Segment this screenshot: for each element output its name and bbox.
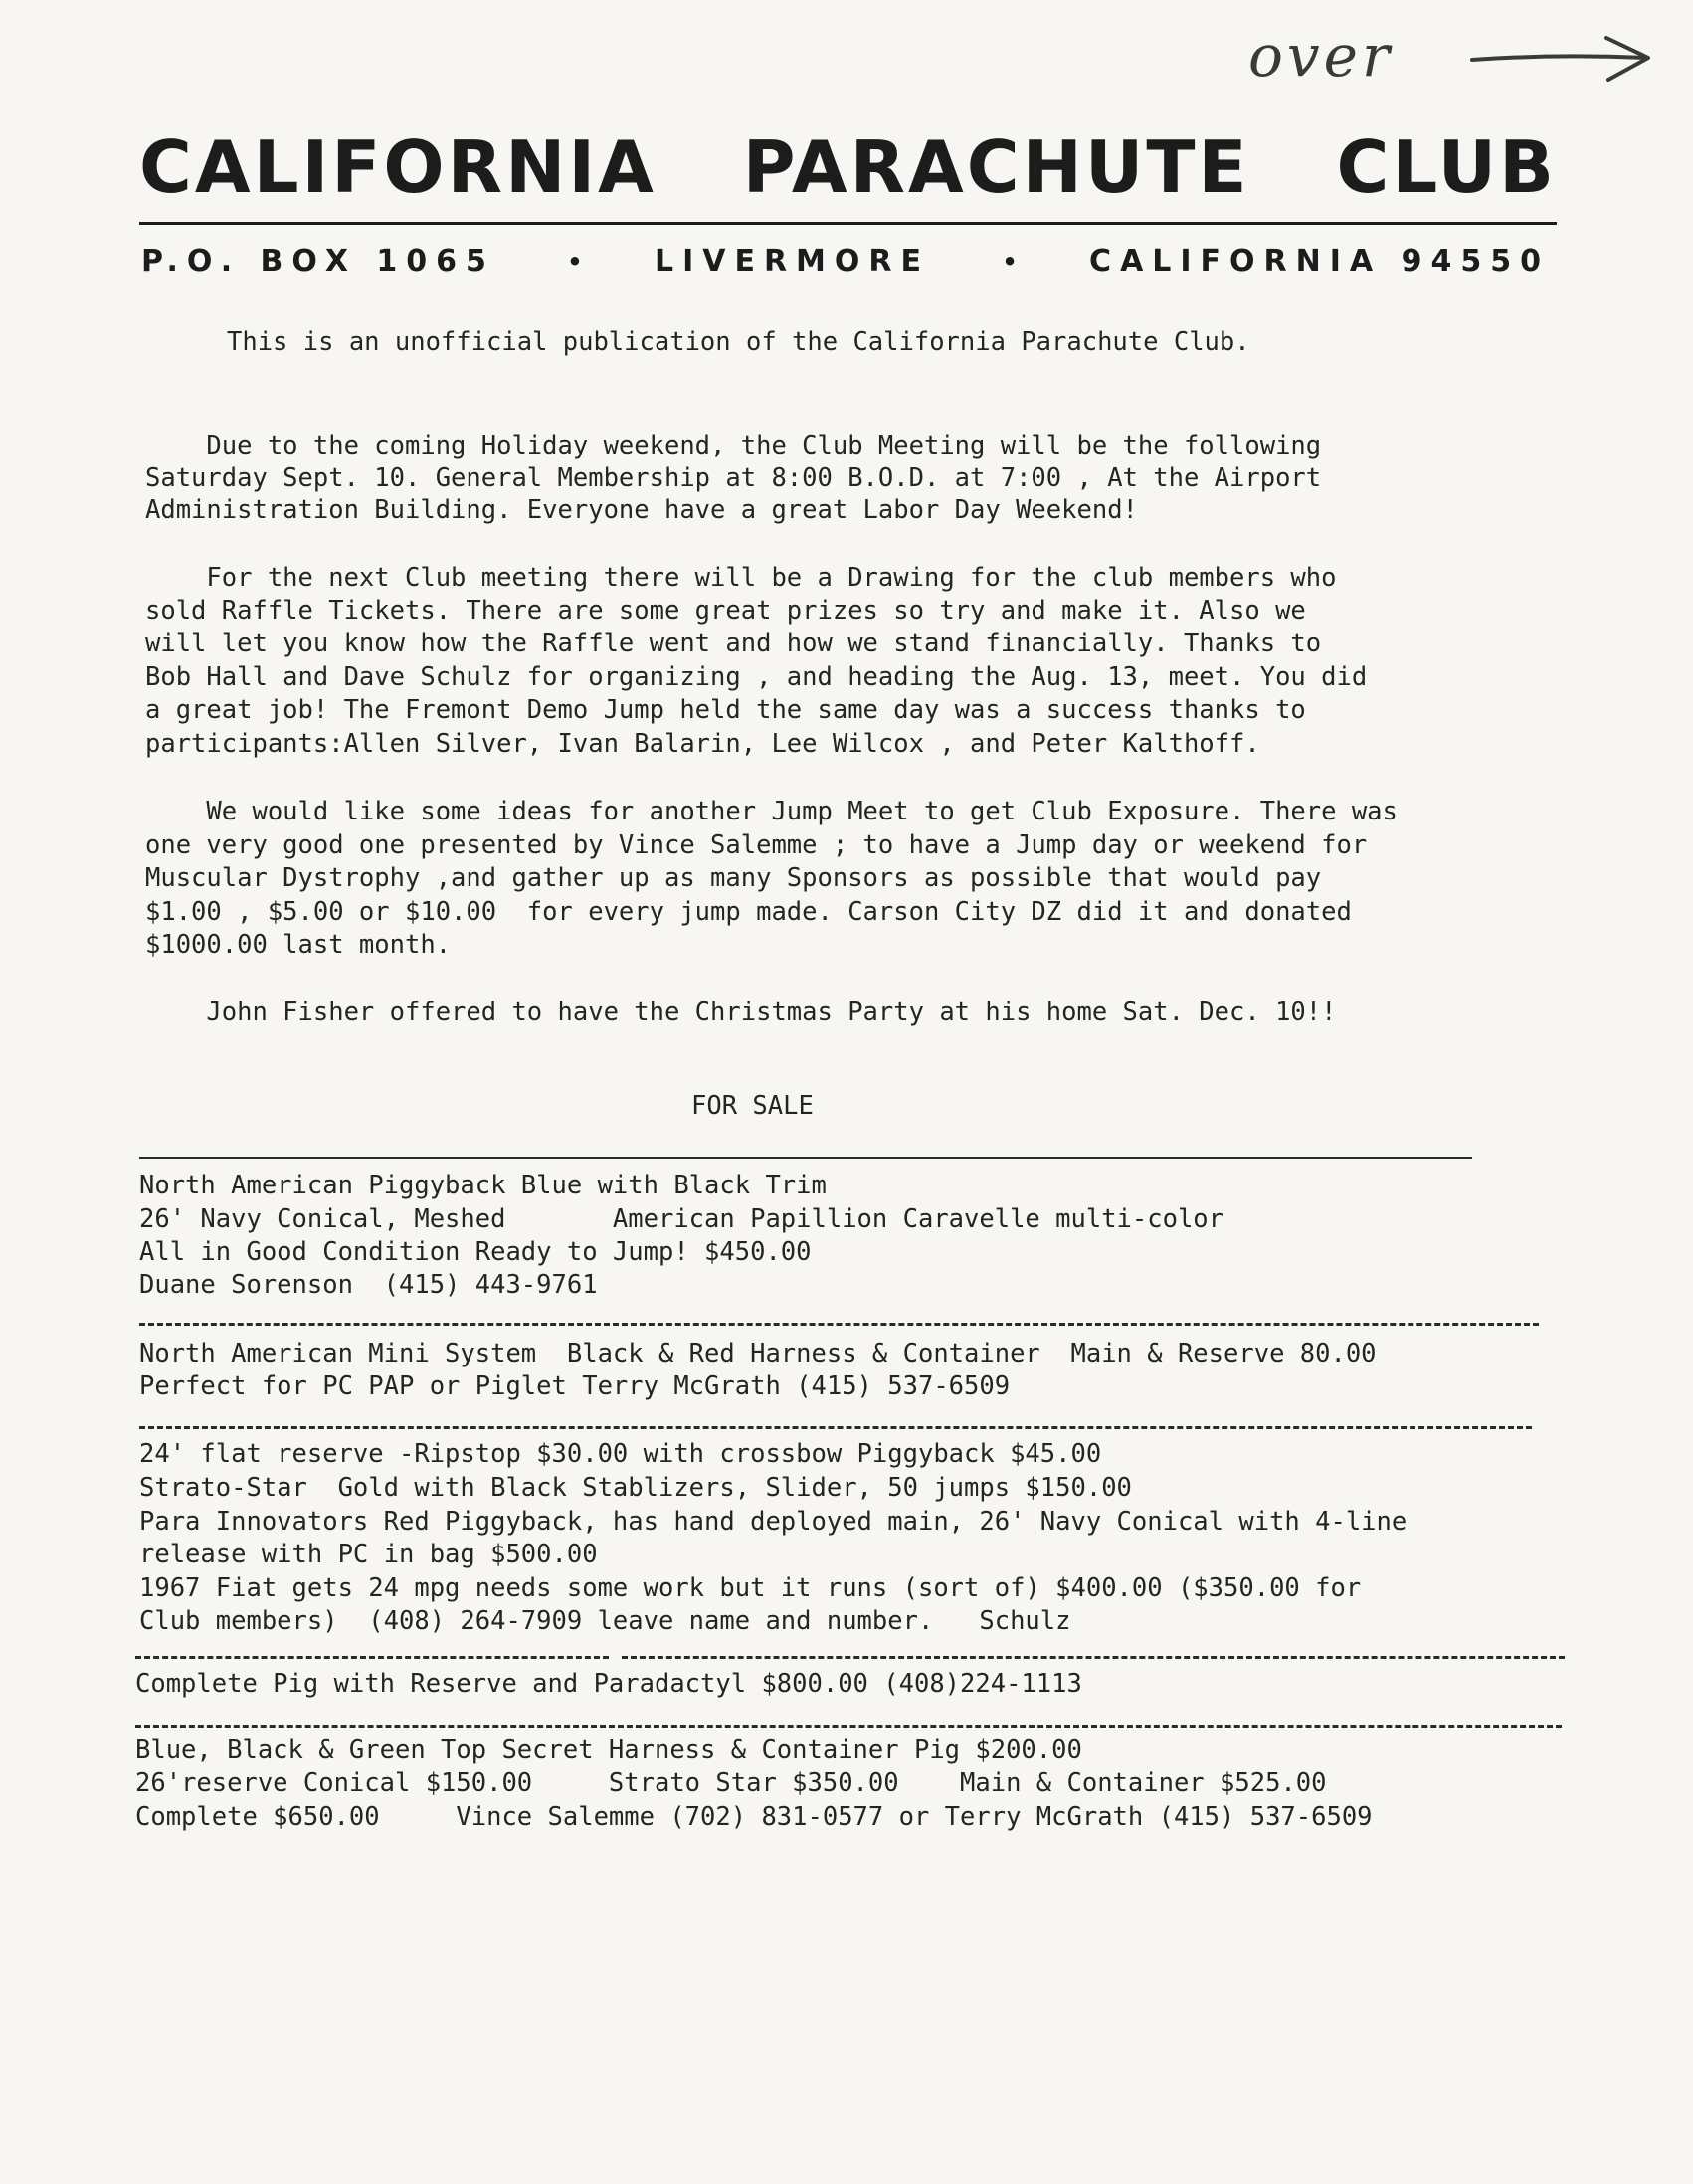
paragraph-line: Administration Building. Everyone have a great Labor Day Weekend! [145,495,1138,525]
paragraph-line: $1000.00 last month. [145,930,452,960]
paragraph-line: Due to the coming Holiday weekend, the Club Meeting will be the following [145,431,1322,460]
paragraph-line: one very good one presented by Vince Salemme ; to have a Jump day or weekend for [145,830,1368,860]
listing-line: Para Innovators Red Piggyback, has hand deployed main, 26' Navy Conical with 4-line [139,1507,1408,1537]
paragraph-line: a great job! The Fremont Demo Jump held the same day was a success thanks to [145,695,1306,725]
intro-text: This is an unofficial publication of the California Parachute Club. [227,327,1250,357]
listing-line: release with PC in bag $500.00 [139,1540,598,1569]
paragraph-line: Bob Hall and Dave Schulz for organizing , and heading the Aug. 13, meet. You did [145,662,1368,692]
listing-line: 26' Navy Conical, Meshed American Papillion Caravelle multi-color [139,1204,1224,1234]
club-title: CALIFORNIA PARACHUTE CLUB [139,125,1557,209]
paragraph-line: For the next Club meeting there will be a Drawing for the club members who [145,563,1337,593]
address-separator: • [567,247,583,275]
paragraph-line: participants:Allen Silver, Ivan Balarin, Lee Wilcox , and Peter Kalthoff. [145,729,1260,759]
paragraph-line: Saturday Sept. 10. General Membership at 8:00 B.O.D. at 7:00 , At the Airport [145,463,1322,493]
listing-line: Strato-Star Gold with Black Stablizers, Slider, 50 jumps $150.00 [139,1473,1132,1503]
for-sale-rule [139,1157,1472,1159]
paragraph-line: John Fisher offered to have the Christmas Party at his home Sat. Dec. 10!! [145,998,1337,1027]
address-city: LIVERMORE [654,244,931,278]
listing-separator [135,1725,1562,1728]
listing-line: North American Mini System Black & Red Harness & Container Main & Reserve 80.00 [139,1339,1377,1368]
listing-line: North American Piggyback Blue with Black Trim [139,1171,827,1200]
handwritten-arrow-icon [1467,30,1656,90]
listing-separator [622,1656,1565,1659]
paragraph-line: will let you know how the Raffle went and how we stand financially. Thanks to [145,629,1322,658]
club-address [141,244,1550,278]
address-state: CALIFORNIA 94550 [1089,244,1550,278]
address-separator: • [1002,247,1018,275]
for-sale-heading: FOR SALE [691,1091,814,1121]
listing-line: 1967 Fiat gets 24 mpg needs some work but it runs (sort of) $400.00 ($350.00 for [139,1573,1362,1603]
listing-line: Club members) (408) 264-7909 leave name and number. Schulz [139,1606,1071,1636]
paragraph-line: sold Raffle Tickets. There are some great prizes so try and make it. Also we [145,596,1306,626]
listing-line: 24' flat reserve -Ripstop $30.00 with crossbow Piggyback $45.00 [139,1439,1102,1469]
listing-line: Blue, Black & Green Top Secret Harness & Container Pig $200.00 [135,1735,1082,1765]
paragraph-line: $1.00 , $5.00 or $10.00 for every jump made. Carson City DZ did it and donated [145,897,1352,927]
address-box: P.O. BOX 1065 [141,244,495,278]
paragraph-line: Muscular Dystrophy ,and gather up as many Sponsors as possible that would pay [145,863,1322,893]
listing-line: 26'reserve Conical $150.00 Strato Star $350.00 Main & Container $525.00 [135,1768,1327,1798]
listing-separator [139,1426,1532,1429]
letterhead-rule [139,222,1557,225]
handwritten-note: over [1248,22,1394,90]
listing-line: Perfect for PC PAP or Piglet Terry McGrath (415) 537-6509 [139,1371,1011,1401]
listing-line: All in Good Condition Ready to Jump! $450.00 [139,1237,812,1267]
listing-separator [135,1656,609,1659]
listing-line: Complete $650.00 Vince Salemme (702) 831-0577 or Terry McGrath (415) 537-6509 [135,1802,1373,1832]
paragraph-line: We would like some ideas for another Jump Meet to get Club Exposure. There was [145,797,1398,826]
listing-line: Complete Pig with Reserve and Paradactyl $800.00 (408)224-1113 [135,1669,1082,1699]
listing-separator [139,1323,1539,1326]
listing-line: Duane Sorenson (415) 443-9761 [139,1270,598,1300]
